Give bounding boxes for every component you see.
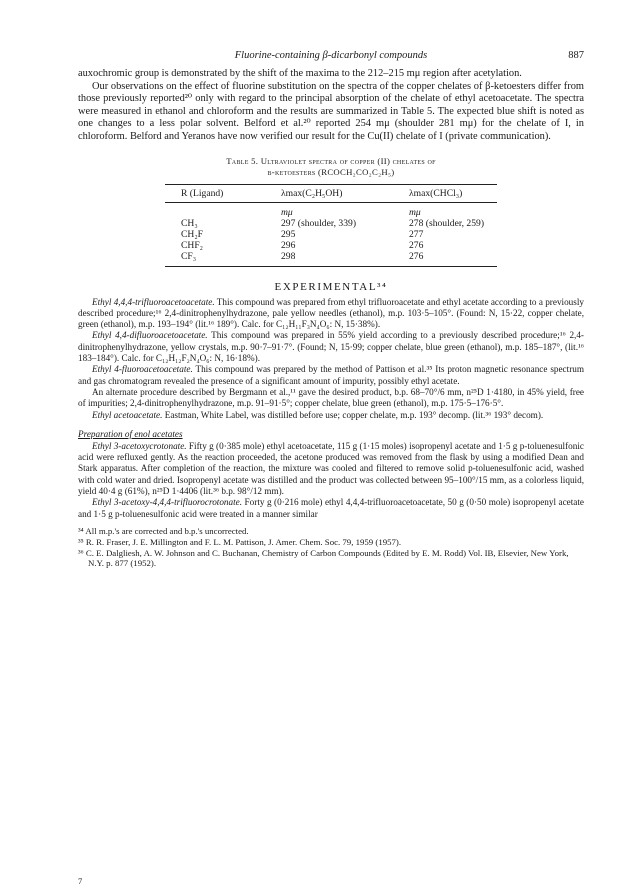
table-5 [165,184,497,267]
table-cell: CHF₂ [181,240,204,252]
compound-name: Ethyl 4,4,4-trifluoroacetoacetate. [92,296,215,307]
table-cell: 298 [277,251,405,266]
table-5-caption [78,156,584,178]
compound-name: Ethyl 3-acetoxy-4,4,4-trifluorocrotonate. [92,497,243,508]
entry-text: This compound was prepared in 55% yield according to a previously described procedure;¹⁶ 2,4-dinitrophenylhydrazone, yellow crystals, m.p. 90·7–91·7°. (Found; N, 15·99; copper chelate, blue green (ethanol), m.p. 185–187°, (lit.¹⁶ 183–184°). Calc. for C₁₂H₁₂F₂N₄O₆: N, 16·18%). [78,330,584,364]
intro-paragraph-2: Our observations on the effect of fluorine substitution on the spectra of the copper chelates of β-ketoesters differ from those previously reported²⁰ only with regard to the principal absorption of the chelate of ethyl acetoacetate. The spectra were measured in ethanol and chloroform and the results are summarized in Table 5. The expected blue shift is noted as one changes to a less polar solvent. Belford et al.²⁰ reported 254 mμ (shoulder 281 mμ) for the chelate of I, in chloroform. Belford and Yeranos have now verified our result for the Cu(II) chelate of I (private communication). [78,80,584,142]
entry-text: Fifty g (0·385 mole) ethyl acetoacetate, 115 g (1·15 moles) isopropenyl acetate and 1·5 g p-toluenesulfonic acid were refluxed gently. As the reaction proceeded, the acetone produced was removed from the flask by using a modified Dean and Stark apparatus. After completion of the reaction, the mixture was cooled and filtered to remove solid p-toluenesulfonic acid, washed with cold water and dried. Isopropenyl acetate was distilled and the product was collected between 95–100°/15 mm, as a colorless liquid, yield 40·4 g (61%), n²⁵D 1·4406 (lit.³⁶ b.p. 98°/12 mm). [78,440,584,497]
table-unit-row [165,202,497,218]
page-number: 887 [568,50,584,61]
table-unit-cell: mμ [409,206,421,218]
table-cell: CH₃ [181,217,198,229]
entry-paragraph [78,297,584,331]
footnotes [78,526,584,569]
entry-paragraph [78,364,584,387]
table-caption-line-2: β-ketoesters (RCOCH₂CO₂C₂H₅) [267,166,395,177]
table-cell: 278 (shoulder, 259) [409,217,485,229]
footnote: ³⁴ All m.p.'s are corrected and b.p.'s uncorrected. [78,525,249,536]
table-cell: 297 (shoulder, 339) [281,217,357,229]
article-body [78,68,584,569]
signature-mark: 7 [78,876,83,886]
entry-paragraph [78,410,584,421]
table-header-cell: λmax(C₂H₅OH) [277,184,405,202]
table-header-cell: λmax(CHCl₃) [405,184,497,202]
table-caption-line-1: Table 5. Ultraviolet spectra of copper (II) chelates of [226,155,436,166]
intro-paragraph-1: auxochromic group is demonstrated by the shift of the maxima to the 212–215 mμ region after acetylation. [78,68,522,79]
footnote: ³⁶ C. E. Dalgliesh, A. W. Johnson and C. Buchanan, Chemistry of Carbon Compounds (Edited by E. M. Rodd) Vol. IB, Elsevier, New York, N.Y. p. 877 (1952). [78,547,569,569]
table-cell: 276 [409,240,424,252]
table-cell: 277 [409,228,424,240]
entry-paragraph [78,330,584,364]
entry-text: Eastman, White Label, was distilled before use; copper chelate, m.p. 193° decomp. (lit.³⁶ 193° decom). [162,409,544,420]
entry-paragraph [78,387,584,410]
entry-text: Forty g (0·216 mole) ethyl 4,4,4-trifluoroacetoacetate, 50 g (0·50 mole) isopropenyl acetate and 1·5 g p-toluenesulfonic acid were treated in a manner similar [78,497,584,519]
table-cell: 296 [281,240,296,252]
compound-name: Ethyl 4-fluoroacetoacetate. [92,364,193,375]
table-cell: CH₂F [181,228,204,240]
footnote: ³⁵ R. R. Fraser, J. E. Millington and F. L. M. Pattison, J. Amer. Chem. Soc. 79, 1959 (1957). [78,536,402,547]
table-cell: 276 [405,251,497,266]
running-title: Fluorine-containing β-dicarbonyl compounds [234,50,428,61]
table-cell: 295 [281,228,296,240]
entry-text: This compound was prepared by the method of Pattison et al.³⁵ Its proton magnetic resonance spectrum and gas chromatogram revealed the presence of a significant amount of impurity, possibly ethyl acetate. [78,364,584,386]
table-header-cell: R (Ligand) [165,184,277,202]
table-unit-cell: mμ [281,206,293,218]
entry-paragraph [78,441,584,497]
table-row [165,218,497,229]
compound-name: Ethyl 4,4-difluoroacetoacetate. [92,330,208,341]
compound-name: Ethyl acetoacetate. [92,409,163,420]
running-head [78,50,584,64]
table-row [165,251,497,266]
entry-text: This compound was prepared from ethyl trifluoroacetate and ethyl acetate according to a previously described procedure;¹⁶ 2,4-dinitrophenylhydrazone, pale yellow needles (ethanol), m.p. 103·5–105°. (Found: N, 15·22, copper chelate, green (ethanol), m.p. 193–194° (lit.¹⁶ 189°). Calc. for C₁₂H₁₁F₃N₄O₆: N, 15·38%). [78,296,584,330]
table-cell: CF₃ [165,251,277,266]
table-header-row [165,184,497,202]
entry-paragraph [78,497,584,520]
table-unit-cell [165,202,277,218]
experimental-heading: EXPERIMENTAL³⁴ [274,280,388,293]
enol-acetates-subheading: Preparation of enol acetates [78,428,183,439]
entry-text: An alternate procedure described by Bergmann et al.,¹¹ gave the desired product, b.p. 68–70°/6 mm, n²⁵D 1·4180, in 45% yield, free of impurities; 2,4-dinitrophenylhydrazone, m.p. 91–91·5°; copper chelate, blue green (ethanol), m.p. 175·5–176·5°. [78,386,584,409]
table-row [165,240,497,251]
table-row [165,229,497,240]
compound-name: Ethyl 3-acetoxycrotonate. [92,440,187,451]
